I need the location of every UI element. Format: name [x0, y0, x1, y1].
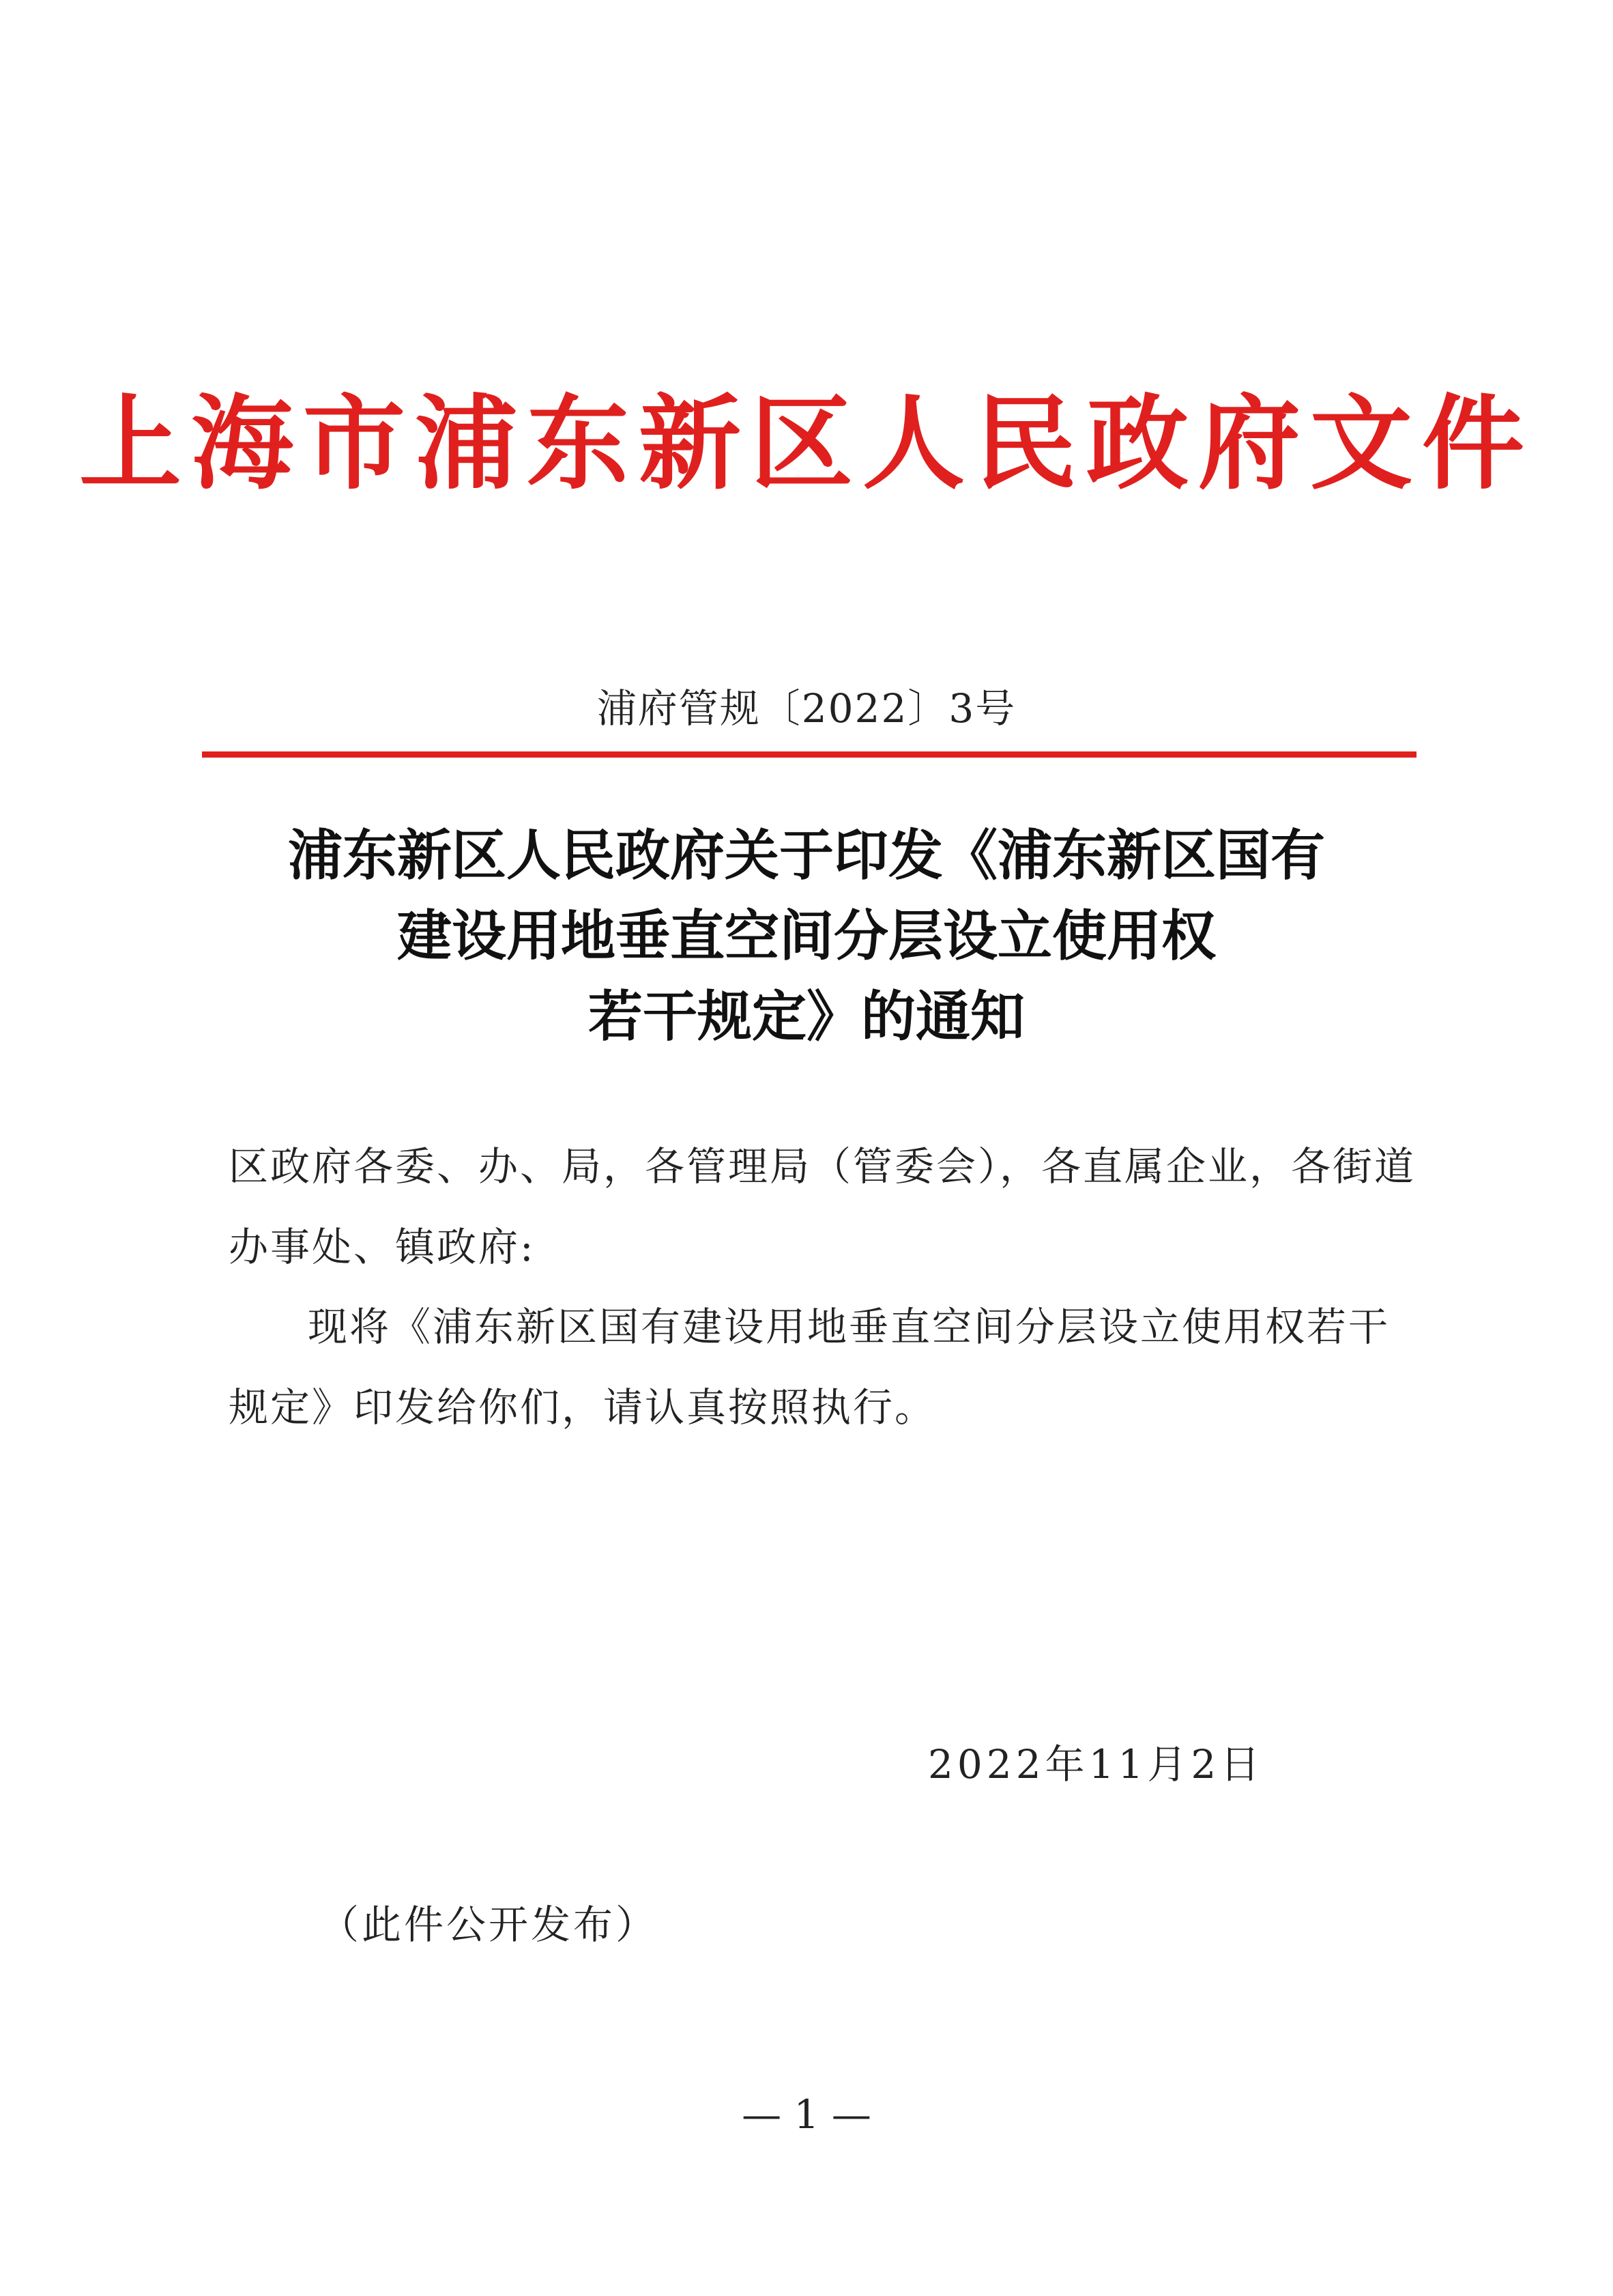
document-number: 浦府管规〔2022〕3号	[596, 685, 1017, 732]
title-line-2: 建设用地垂直空间分层设立使用权	[397, 904, 1216, 968]
title-line-1: 浦东新区人民政府关于印发《浦东新区国有	[288, 824, 1325, 887]
body-paragraph: 现将《浦东新区国有建设用地垂直空间分层设立使用权若干规定》印发给你们，请认真按照执行。	[229, 1304, 1391, 1431]
title-line-3: 若干规定》的通知	[588, 985, 1025, 1048]
masthead-title: 上海市浦东新区人民政府文件	[78, 384, 1534, 504]
issue-date: 2022年11月2日	[928, 1741, 1264, 1788]
notice-title	[0, 816, 1613, 1057]
recipients-line: 区政府各委、办、局，各管理局（管委会），各直属企业，各街道办事处、镇政府:	[229, 1143, 1416, 1270]
public-release-note: （此件公开发布）	[319, 1902, 658, 1948]
red-divider-line	[202, 751, 1416, 758]
page-number: — 1 —	[742, 2091, 871, 2138]
